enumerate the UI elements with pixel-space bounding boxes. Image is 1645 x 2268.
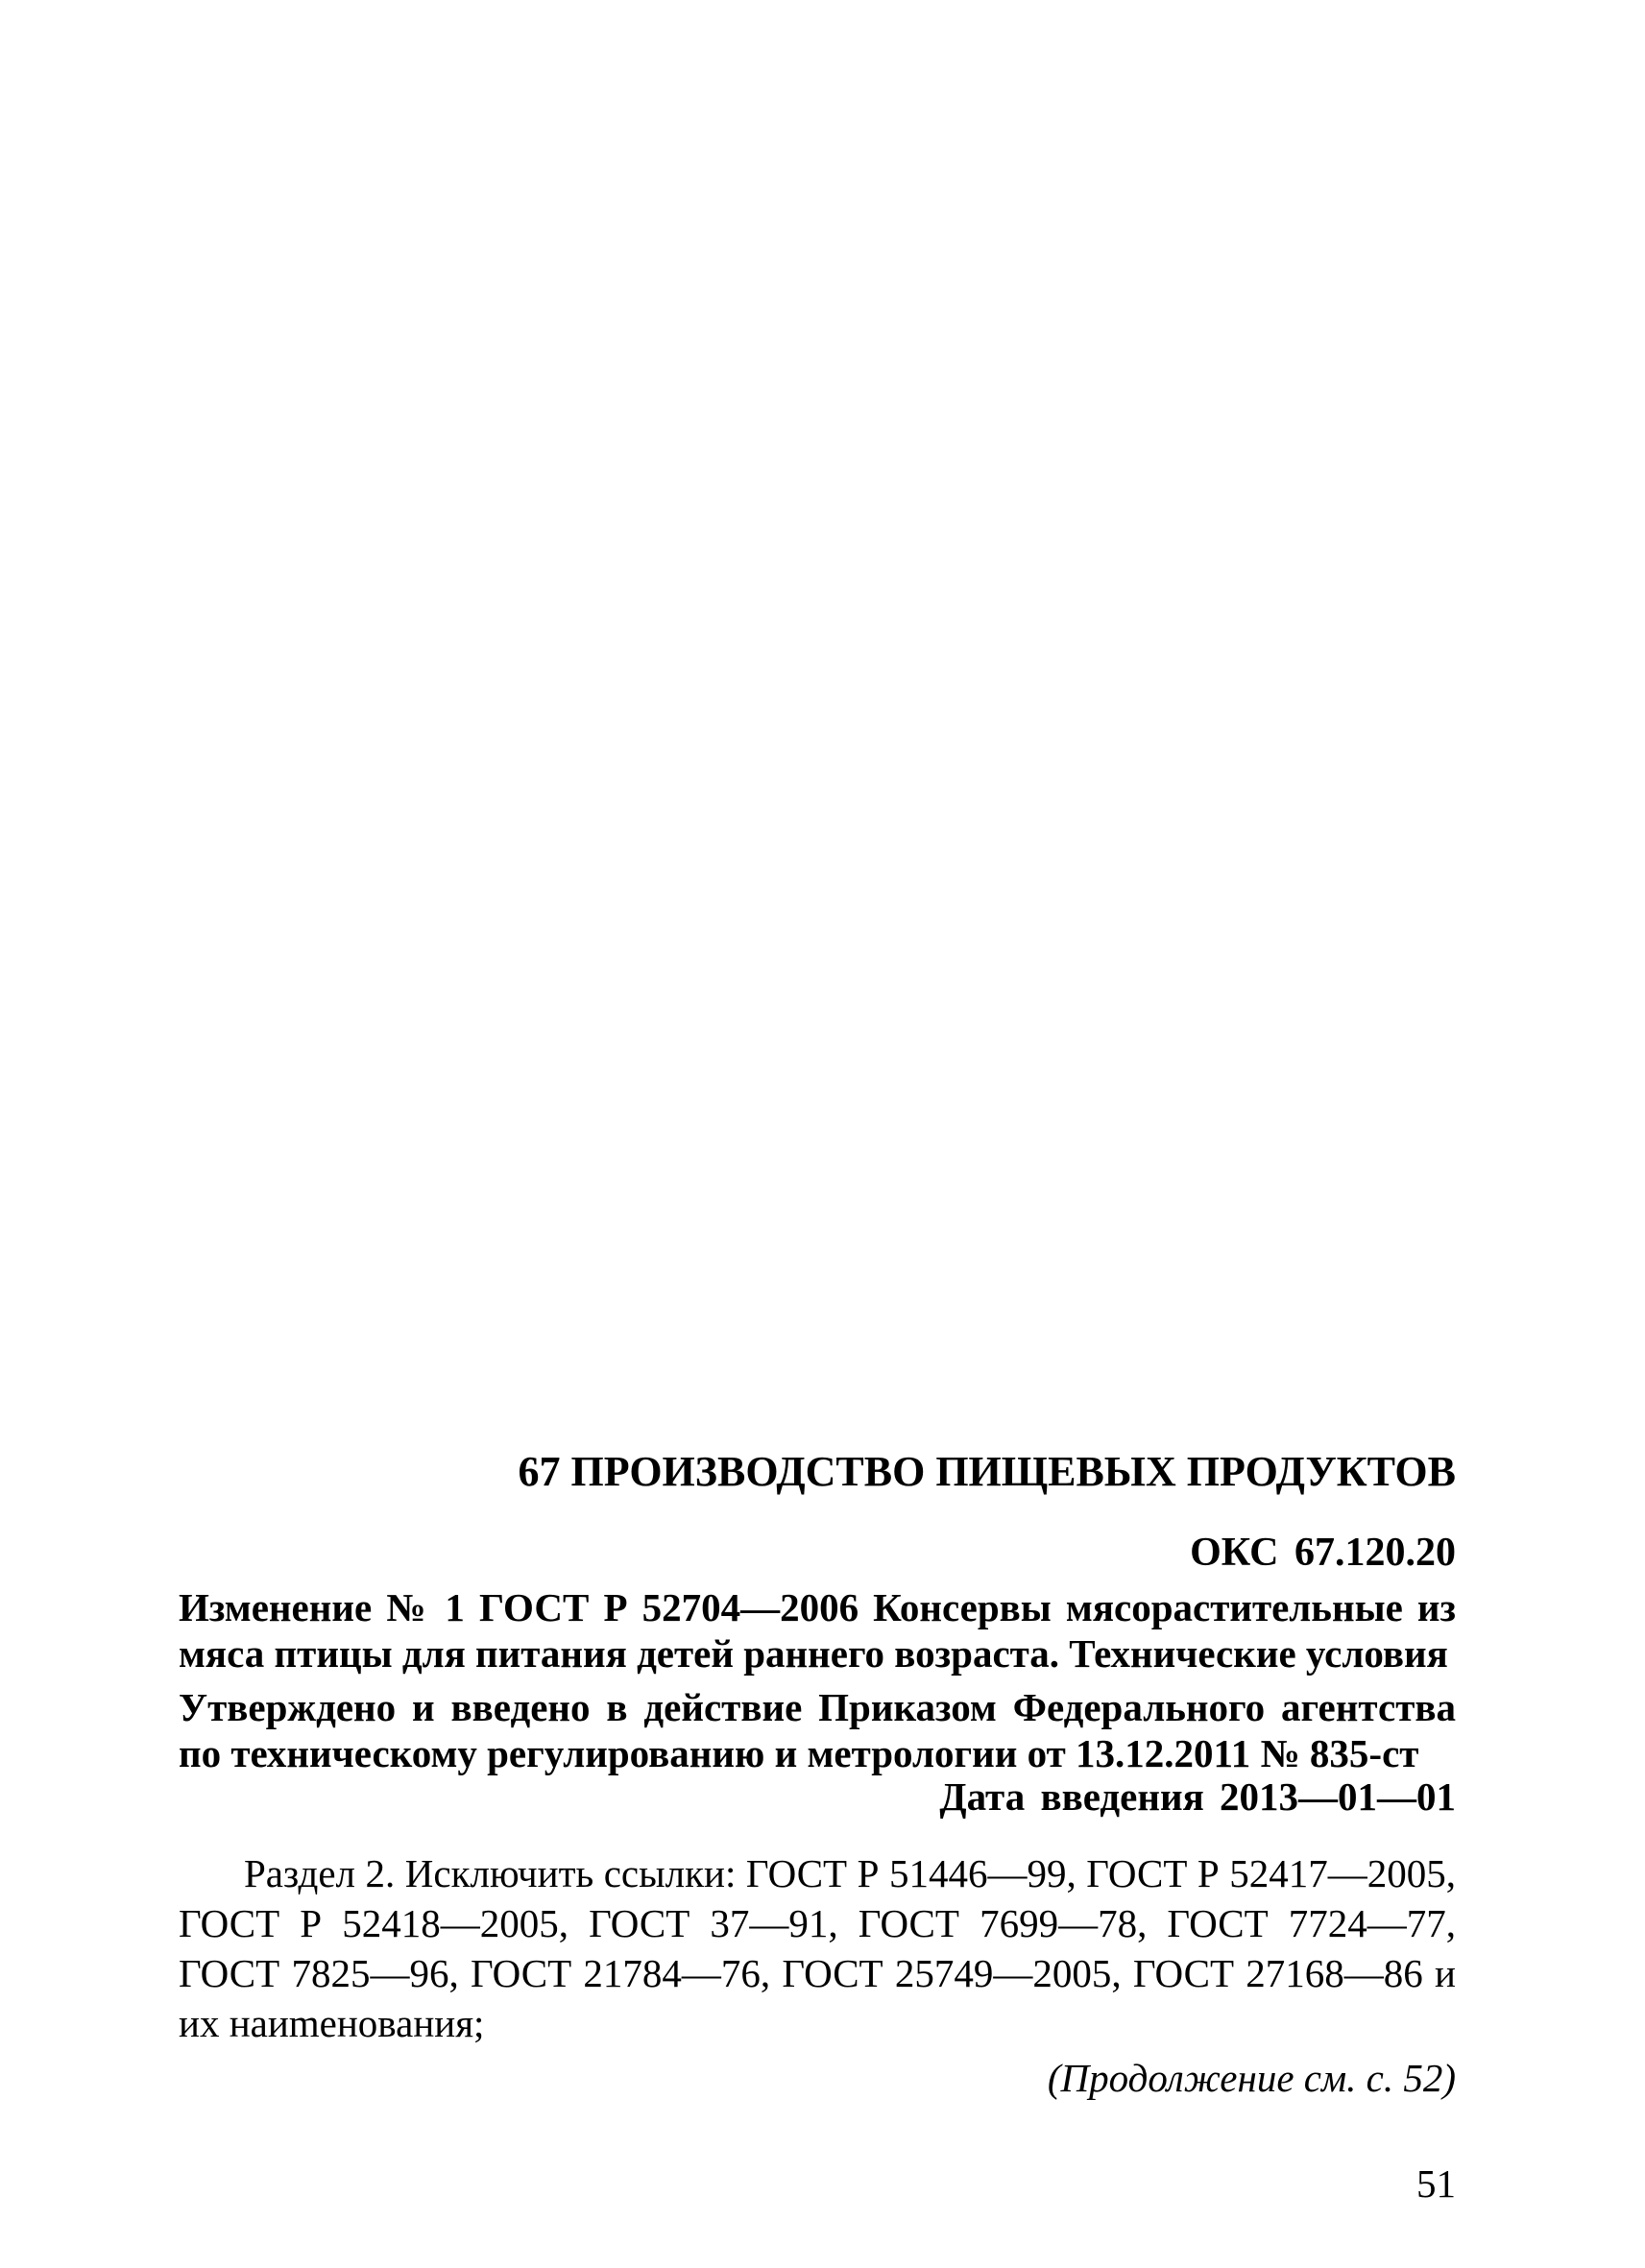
body-paragraph: Раздел 2. Исключить ссылки: ГОСТ Р 51446—99, ГОСТ Р 52417—2005, ГОСТ Р 52418—2005, ГОСТ 37—91, ГОСТ 7699—78, ГОСТ 7724—77, ГОСТ 7825—96, ГОСТ 21784—76, ГОСТ 25749—2005, ГОСТ 27168—86 и их наиmенования; (179, 1851, 1456, 2045)
continuation-note: (Продолжение см. с. 52) (1047, 2056, 1456, 2100)
approval-statement: Утверждено и введено в действие Приказом Федерального агентства по техническому регулированию и метрологии от 13.12.2011 № 835-ст (179, 1685, 1456, 1775)
introduction-date: Дата введения 2013—01—01 (939, 1774, 1456, 1819)
change-title: Изменение № 1 ГОСТ Р 52704—2006 Консервы мясорастительные из мяса птицы для питания детей раннего возраста. Технические условия (179, 1585, 1456, 1676)
oks-code: ОКС 67.120.20 (1190, 1531, 1456, 1575)
section-header: 67 ПРОИЗВОДСТВО ПИЩЕВЫХ ПРОДУКТОВ (518, 1448, 1456, 1495)
page-number: 51 (1416, 2161, 1456, 2206)
